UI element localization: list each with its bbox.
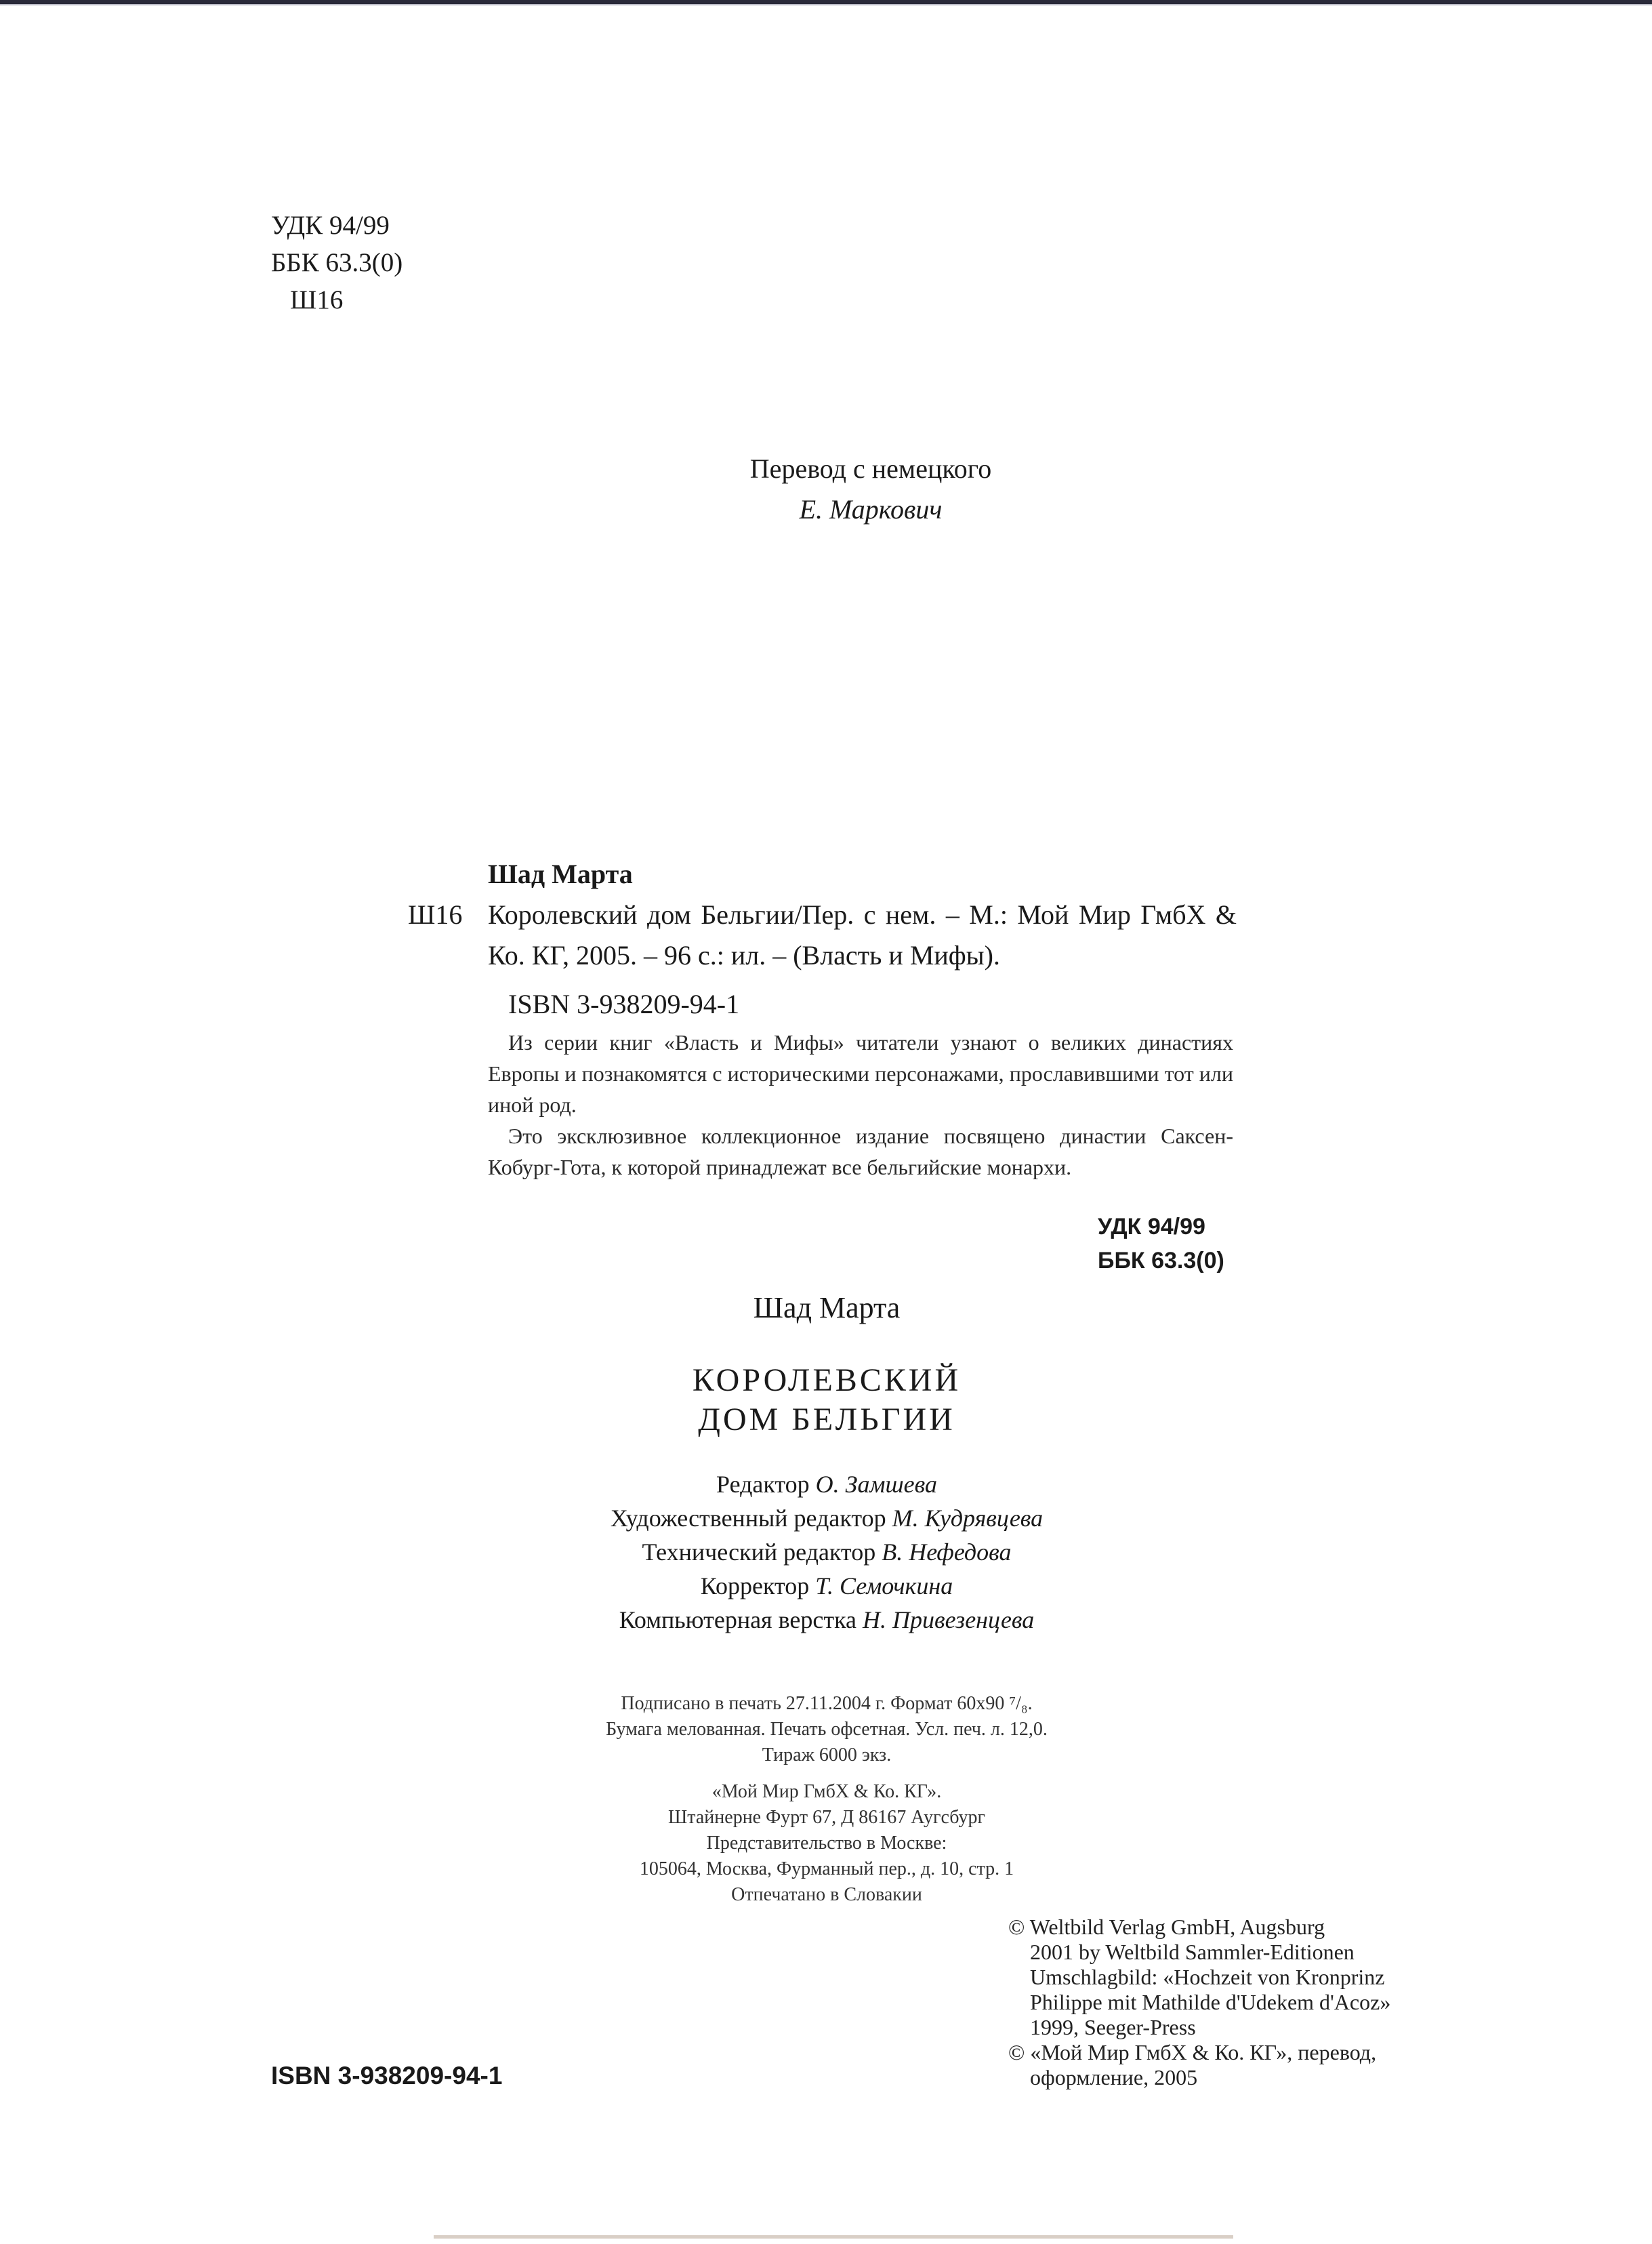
- credit-layout: [529, 1603, 1125, 1637]
- copyright-block: [1008, 1915, 1428, 2090]
- copyright-line: оформление, 2005: [1030, 2065, 1198, 2089]
- publisher-line: Представительство в Москве:: [706, 1833, 947, 1854]
- publisher-line: 105064, Москва, Фурманный пер., д. 10, стр. 1: [639, 1858, 1014, 1879]
- title-line-2: ДОМ БЕЛЬГИИ: [698, 1402, 955, 1437]
- translation-note: [715, 449, 1027, 530]
- bottom-edge: [434, 2235, 1233, 2239]
- udk-block-right: [1098, 1210, 1224, 1278]
- annotation-paragraph-2: Это эксклюзивное коллекционное издание посвящено династии Саксен-Кобург-Гота, к которой принадлежат все бельгийские монархи.: [488, 1124, 1233, 1179]
- author-mark: Ш16: [290, 285, 344, 314]
- bbk-code: ББК 63.3(0): [271, 248, 403, 277]
- copyright-line: Umschlagbild: «Hochzeit von Kronprinz: [1030, 1965, 1385, 1989]
- entry-isbn: ISBN 3-938209-94-1: [508, 989, 740, 1019]
- print-info-line: Тираж 6000 экз.: [762, 1745, 892, 1766]
- isbn-bottom: ISBN 3-938209-94-1: [271, 2062, 503, 2089]
- translator-name: Е. Маркович: [799, 494, 943, 525]
- publisher-line: «Мой Мир ГмбХ & Ко. КГ».: [711, 1781, 942, 1802]
- credit-role: Художественный редактор: [610, 1505, 892, 1532]
- credit-role: Компьютерная верстка: [619, 1606, 863, 1633]
- credit-name: М. Кудрявцева: [892, 1505, 1044, 1532]
- copyright-line: © «Мой Мир ГмбХ & Ко. КГ», перевод,: [1008, 2040, 1377, 2064]
- author-name: Шад Марта: [753, 1291, 901, 1324]
- print-info-line: Подписано в печать 27.11.2004 г. Формат 60х90 ⁷/₈.: [621, 1693, 1033, 1714]
- entry-code: Ш16: [408, 899, 463, 930]
- publisher-line: Штайнерне Фурт 67, Д 86167 Аугсбург: [668, 1807, 985, 1828]
- catalog-entry: [408, 854, 1237, 1025]
- udk-block-top: [271, 207, 402, 319]
- credit-proofreader: [529, 1569, 1125, 1603]
- print-info: [569, 1691, 1084, 1768]
- credit-name: О. Замшева: [815, 1471, 937, 1498]
- translation-line: Перевод с немецкого: [749, 453, 992, 484]
- udk-code: УДК 94/99: [271, 211, 390, 240]
- udk-code-right: УДК 94/99: [1098, 1214, 1205, 1240]
- credit-name: Т. Семочкина: [815, 1572, 953, 1599]
- publisher-line: Отпечатано в Словакии: [731, 1884, 922, 1905]
- copyright-line: Philippe mit Mathilde d'Udekem d'Acoz»: [1030, 1990, 1391, 2014]
- credit-role: Корректор: [700, 1572, 816, 1599]
- credit-role: Редактор: [716, 1471, 816, 1498]
- annotation-paragraph-1: Из серии книг «Власть и Мифы» читатели узнают о великих династиях Европы и познакомятся с историческими персонажами, прославившими тот или иной род.: [488, 1030, 1233, 1117]
- entry-body: Королевский дом Бельгии/Пер. с нем. – М.: Мой Мир ГмбХ & Ко. КГ, 2005. – 96 с.: ил. – (Власть и Мифы).: [488, 899, 1237, 971]
- top-border-shadow: [0, 4, 1652, 5]
- copyright-line: 2001 by Weltbild Sammler-Editionen: [1030, 1940, 1355, 1964]
- print-info-line: Бумага мелованная. Печать офсетная. Усл. печ. л. 12,0.: [606, 1719, 1048, 1740]
- publisher-info: [569, 1779, 1084, 1908]
- book-title: [596, 1361, 1057, 1440]
- annotation: [488, 1027, 1233, 1183]
- copyright-line: 1999, Seeger-Press: [1030, 2015, 1196, 2039]
- credit-role: Технический редактор: [642, 1538, 882, 1566]
- copyright-line: © Weltbild Verlag GmbH, Augsburg: [1008, 1915, 1325, 1939]
- title-line-1: КОРОЛЕВСКИЙ: [692, 1362, 962, 1398]
- bbk-code-right: ББК 63.3(0): [1098, 1248, 1224, 1273]
- credit-tech-editor: [529, 1535, 1125, 1569]
- credit-art-editor: [529, 1501, 1125, 1535]
- credit-name: Н. Привезенцева: [863, 1606, 1035, 1633]
- entry-author: Шад Марта: [488, 859, 633, 889]
- credit-editor: [529, 1467, 1125, 1501]
- credit-name: В. Нефедова: [882, 1538, 1012, 1566]
- credits: [529, 1467, 1125, 1637]
